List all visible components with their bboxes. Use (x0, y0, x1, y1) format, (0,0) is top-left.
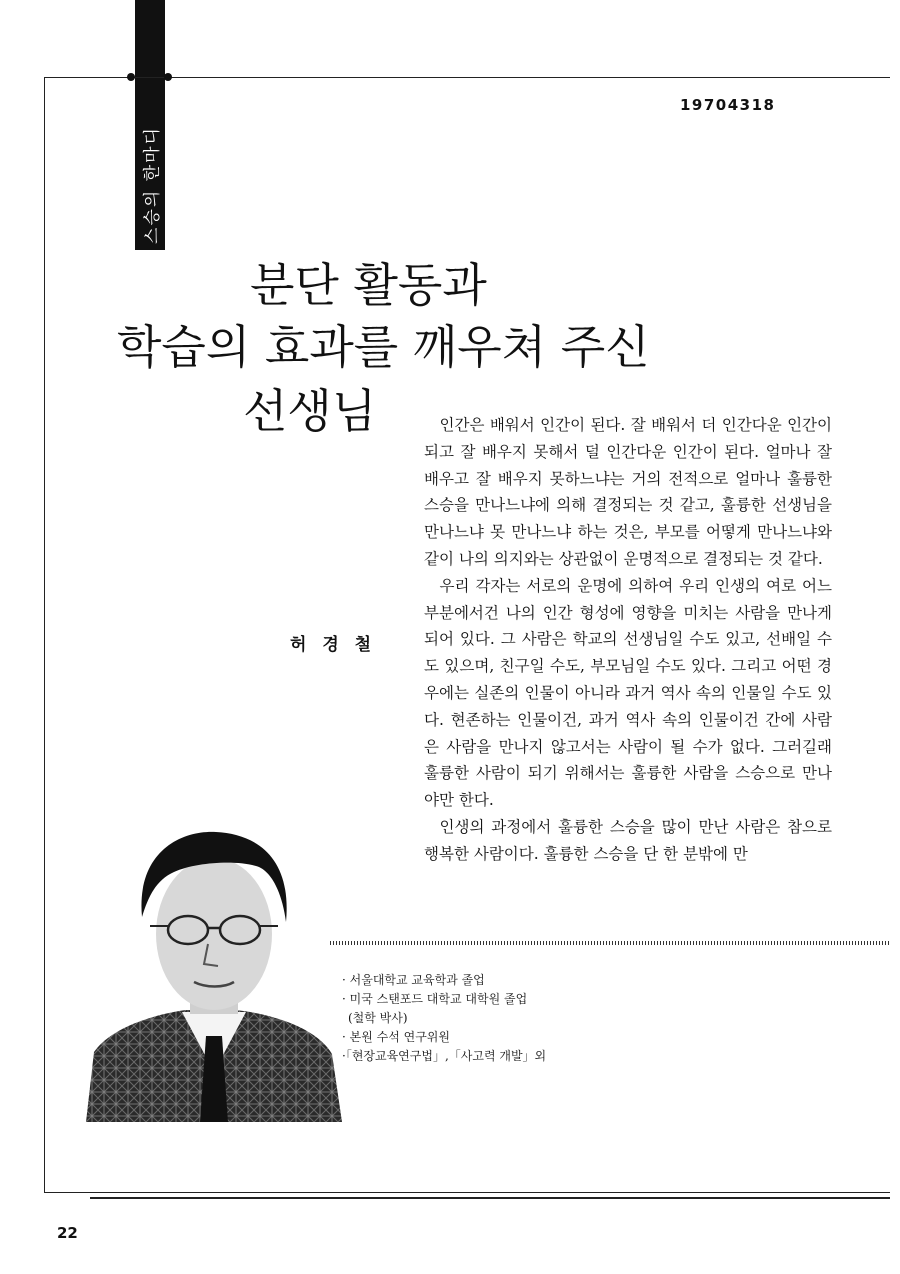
author-name: 허 경 철 (290, 635, 377, 655)
author-portrait (86, 822, 342, 1122)
title-line-2: 학습의 효과를 깨우쳐 주신 (117, 320, 650, 374)
document-code: 19704318 (680, 96, 776, 114)
dotted-divider (330, 941, 890, 945)
bio-item: ·「현장교육연구법」,「사고력 개발」외 (342, 1049, 547, 1063)
frame-left-rule (44, 77, 45, 1192)
frame-bottom-rule-thick (90, 1197, 890, 1199)
section-label: 스승의 한마디 (142, 126, 163, 244)
paragraph: 인생의 과정에서 훌륭한 스승을 많이 만난 사람은 참으로 행복한 사람이다. 훌륭한 스승을 단 한 분밖에 만 (424, 817, 832, 863)
article-body (424, 412, 832, 868)
page-number: 22 (57, 1224, 78, 1242)
title-line-1: 분단 활동과 (250, 258, 487, 312)
bio-item: · 미국 스탠포드 대학교 대학원 졸업 (342, 992, 528, 1006)
bio-item: (철학 박사) (348, 1011, 408, 1025)
title-line-3: 선생님 (243, 384, 377, 438)
bio-item: · 서울대학교 교육학과 졸업 (342, 973, 485, 987)
paragraph: 우리 각자는 서로의 운명에 의하여 우리 인생의 여로 어느 부분에서건 나의 인간 형성에 영향을 미치는 사람을 만나게 되어 있다. 그 사람은 학교의 선생님일 수도 있고, 선배일 수도 있으며, 친구일 수도, 부모님일 수도 있다. 그리고 어떤 경우에는 실존의 인물이 아니라 과거 역사 속의 인물일 수도 있다. 현존하는 인물이건, 과거 역사 속의 인물이건 간에 사람은 사람을 만나지 않고서는 사람이 될 수가 없다. 그러길래 훌륭한 사람이 되기 위해서는 훌륭한 사람을 스승으로 만나야만 한다. (424, 576, 832, 810)
frame-bottom-rule (44, 1192, 890, 1193)
bio-item: · 본원 수석 연구위원 (342, 1030, 450, 1044)
paragraph: 인간은 배워서 인간이 된다. 잘 배워서 더 인간다운 인간이 되고 잘 배우지 못해서 덜 인간다운 인간이 된다. 얼마나 잘 배우고 잘 배우지 못하느냐는 거의 전적으로 얼마나 훌륭한 스승을 만나느냐에 의해 결정되는 것 같고, 훌륭한 선생님을 만나느냐 못 만나느냐 하는 것은, 부모를 어떻게 만나느냐와 같이 나의 의지와는 상관없이 운명적으로 결정되는 것 같다. (424, 416, 832, 568)
frame-dot-right (164, 73, 172, 81)
author-bio (342, 971, 742, 1066)
frame-dot-left (127, 73, 135, 81)
